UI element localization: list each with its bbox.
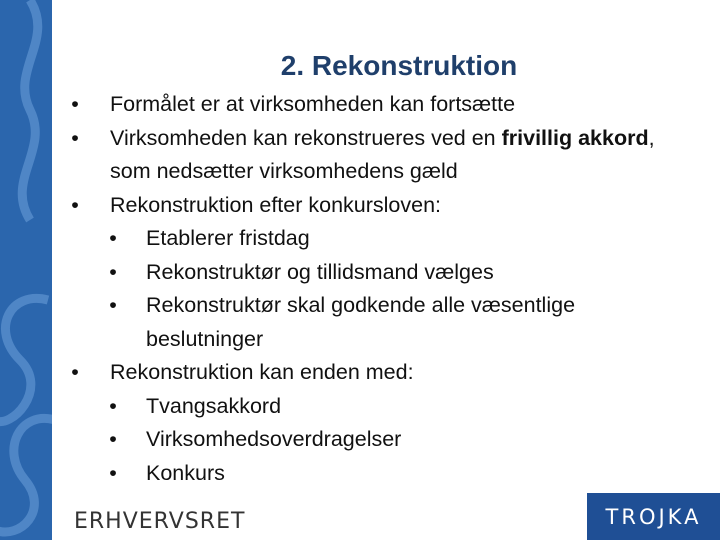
- trojka-badge: TROJKA: [587, 493, 720, 540]
- bullet-dot: •: [71, 360, 79, 384]
- bullet-dot: •: [71, 192, 79, 217]
- sub-bullet-text: Rekonstruktør skal godkende alle væsentlige beslutninger: [146, 293, 576, 351]
- bullet-bold-text: frivillig akkord: [501, 125, 649, 150]
- bullet-item: [66, 88, 686, 122]
- sub-bullet-item: [66, 390, 686, 424]
- sub-bullet-item: [66, 222, 686, 256]
- bullet-dot: •: [109, 460, 117, 485]
- erhvervsret-logo: ERHVERVSRET: [74, 509, 246, 534]
- sub-bullet-item: [66, 457, 686, 491]
- sub-bullet-text: Konkurs: [146, 460, 225, 485]
- sub-bullet-text: Etablerer fristdag: [146, 226, 310, 250]
- bullet-dot: •: [71, 125, 79, 150]
- bullet-text: , som nedsætter virksomhedens gæld: [110, 125, 655, 183]
- bullet-list: [66, 88, 686, 490]
- sub-bullet-text: Tvangsakkord: [146, 393, 282, 418]
- bullet-dot: •: [71, 92, 79, 116]
- bullet-text: Virksomheden kan rekonstrueres ved en: [110, 125, 502, 150]
- bullet-dot: •: [109, 427, 117, 451]
- sub-bullet-text: Rekonstruktør og tillidsmand vælges: [146, 259, 494, 284]
- bullet-item: [66, 122, 686, 189]
- slide-title: 2. Rekonstruktion: [280, 50, 518, 81]
- bullet-text: Rekonstruktion efter konkursloven:: [110, 192, 442, 217]
- bullet-dot: •: [109, 226, 117, 250]
- sub-bullet-text: Virksomhedsoverdragelser: [146, 427, 402, 451]
- bullet-text: Rekonstruktion kan enden med:: [110, 360, 414, 384]
- bullet-item: [66, 189, 686, 223]
- bullet-item: [66, 356, 686, 390]
- sub-bullet-item: [66, 423, 686, 457]
- sub-bullet-item: [66, 256, 686, 290]
- bullet-text: Formålet er at virksomheden kan fortsætte: [110, 92, 516, 116]
- sub-bullet-item: [66, 289, 686, 356]
- bullet-dot: •: [109, 293, 117, 317]
- bullet-dot: •: [109, 259, 117, 284]
- bullet-dot: •: [109, 393, 117, 418]
